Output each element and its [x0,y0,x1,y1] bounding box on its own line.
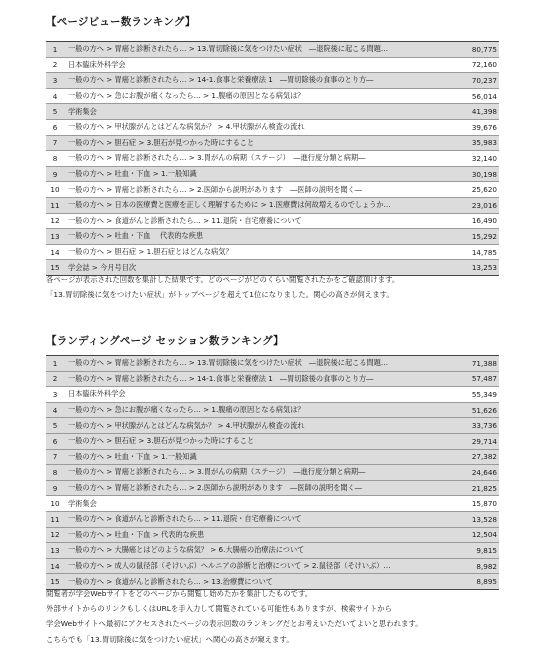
table-row [46,543,499,559]
pageview-ranking-table [46,41,499,276]
rank-number: 12 [50,216,60,226]
landing-ranking-note [46,586,506,647]
table-row [46,42,499,58]
session-count: 29,714 [471,436,497,446]
rank-number: 15 [50,577,60,587]
page-path: 一般の方へ > 吐血・下血 代表的な疾患 [68,231,204,241]
landing-ranking-table [46,355,499,590]
session-count: 15,870 [471,499,497,509]
table-row [46,450,499,466]
table-row [46,198,499,214]
session-count: 55,349 [471,389,497,399]
table-row [46,418,499,434]
table-row [46,229,499,245]
table-row [46,89,499,105]
rank-number: 11 [50,514,60,524]
table-row [46,182,499,198]
rank-number: 5 [52,421,58,431]
rank-number: 3 [52,389,58,399]
table-row [46,465,499,481]
note-line: 学会Webサイトへ最初にアクセスされたページの表示回数のランキングだとお考えいただいてよいと思われます。 [46,619,423,629]
table-row [46,512,499,528]
session-count: 9,815 [476,545,497,555]
page-path: 一般の方へ > 吐血・下血 > 1.一般知識 [68,169,197,179]
table-row [46,528,499,544]
pageview-count: 13,253 [471,263,497,273]
table-row [46,245,499,261]
pageview-count: 14,785 [471,247,497,257]
page-path: 一般の方へ > 胃癌と診断されたら… > 13.胃切除後に気をつけたい症状 ―退院後に起こる問題… [68,44,389,54]
pageview-ranking-note [46,272,506,302]
session-count: 71,388 [471,358,497,368]
rank-number: 10 [50,499,60,509]
note-line: 「13.胃切除後に気をつけたい症状」がトップページを超えて1位になりました。関心の高さが伺えます。 [46,290,394,300]
table-row [46,372,499,388]
session-count: 57,487 [471,374,497,384]
session-count: 12,504 [471,530,497,540]
note-line: こちらでも「13.胃切除後に気をつけたい症状」へ関心の高さが窺えます。 [46,634,294,644]
pageview-count: 56,014 [471,91,497,101]
pageview-count: 72,160 [471,60,497,70]
rank-number: 7 [52,452,58,462]
rank-number: 3 [52,75,58,85]
page-path: 一般の方へ > 胆石症 > 3.胆石が見つかった時にすること [68,436,255,446]
page-path: 一般の方へ > 食道がんと診断されたら… > 13.治療費について [68,576,273,586]
pageview-count: 80,775 [471,44,497,54]
session-count: 21,825 [471,483,497,493]
session-count: 24,646 [471,467,497,477]
table-row [46,356,499,372]
table-row [46,120,499,136]
table-row [46,136,499,152]
table-row [46,104,499,120]
rank-number: 2 [52,60,58,70]
pageview-ranking-title: 【ページビュー数ランキング】 [46,16,196,28]
pageview-count: 30,198 [471,169,497,179]
rank-number: 1 [52,358,58,368]
rank-number: 11 [50,200,60,210]
rank-number: 6 [52,122,58,132]
page-path: 一般の方へ > 胃癌と診断されたら… > 13.胃切除後に気をつけたい症状 ―退院後に起こる問題… [68,358,389,368]
page-path: 一般の方へ > 急にお腹が痛くなったら… > 1.腹痛の原因となる病気は？ [68,91,305,101]
note-line: 各ページが表示された回数を集計した結果です。どのページがどのくらい閲覧されたかをご確認頂けます。 [46,275,400,284]
rank-number: 4 [52,405,58,415]
rank-number: 15 [50,263,60,273]
rank-number: 7 [52,138,58,148]
landing-ranking-title: 【ランディングページ セッション数ランキング】 [46,335,284,347]
page-path: 一般の方へ > 胃癌と診断されたら… > 2.医師から説明があります ―医師の説明を聞く― [68,184,362,194]
rank-number: 14 [50,561,60,571]
page-path: 一般の方へ > 大腸癌とはどのような病気？ > 6.大腸癌の治療法について [68,545,305,555]
page-path: 学術集会 [68,498,97,508]
note-line: 外部サイトからのリンクもしくはURLを手入力して閲覧されている可能性もありますが、検索サイトから [46,604,393,614]
table-row [46,73,499,89]
table-row [46,434,499,450]
table-row [46,58,499,74]
page-path: 一般の方へ > 日本の医療費と医療を正しく理解するために > 1.医療費は何故増えるのでしょうか… [68,200,391,210]
page-path: 一般の方へ > 吐血・下血 > 代表的な疾患 [68,529,205,539]
page-path: 一般の方へ > 食道がんと診断されたら… > 11.退院・自宅療養について [68,514,302,524]
page-path: 一般の方へ > 胃癌と診断されたら… > 14-1.食事と栄養療法 1 ―胃切除後の食事のとり方― [68,75,374,85]
rank-number: 2 [52,374,58,384]
rank-number: 9 [52,483,58,493]
page-path: 一般の方へ > 胃癌と診断されたら… > 2.医師から説明があります ―医師の説明を聞く― [68,483,362,493]
pageview-count: 35,983 [471,138,497,148]
page-path: 一般の方へ > 吐血・下血 > 1.一般知識 [68,451,197,461]
rank-number: 13 [50,545,60,555]
table-row [46,167,499,183]
table-row [46,151,499,167]
session-count: 33,736 [471,421,497,431]
table-row [46,387,499,403]
table-row [46,403,499,419]
session-count: 8,982 [476,561,497,571]
rank-number: 6 [52,436,58,446]
pageview-count: 32,140 [471,153,497,163]
page-path: 日本臨床外科学会 [68,389,126,399]
page-path: 一般の方へ > 胆石症 > 1.胆石症とはどんな病気？ [68,247,233,257]
session-count: 51,626 [471,405,497,415]
pageview-count: 15,292 [471,231,497,241]
table-row [46,481,499,497]
page-path: 一般の方へ > 急にお腹が痛くなったら… > 1.腹痛の原因となる病気は？ [68,405,305,415]
session-count: 8,895 [476,577,497,587]
pageview-count: 70,237 [471,75,497,85]
page-path: 一般の方へ > 成人の鼠径部（そけいぶ）ヘルニアの診断と治療について > 2.鼠径部（そけいぶ）… [68,561,391,571]
pageview-count: 39,676 [471,122,497,132]
rank-number: 10 [50,185,60,195]
rank-number: 13 [50,231,60,241]
pageview-count: 41,398 [471,107,497,117]
rank-number: 12 [50,530,60,540]
session-count: 27,382 [471,452,497,462]
page-path: 一般の方へ > 胃癌と診断されたら… > 3.胃がんの病期（ステージ） ―進行度分類と病期― [68,467,366,477]
rank-number: 8 [52,467,58,477]
rank-number: 9 [52,169,58,179]
page-path: 学会誌 > 今月号目次 [68,262,137,272]
table-row [46,214,499,230]
rank-number: 1 [52,44,58,54]
page-path: 一般の方へ > 胃癌と診断されたら… > 3.胃がんの病期（ステージ） ―進行度分類と病期― [68,153,366,163]
page-path: 日本臨床外科学会 [68,59,126,69]
note-line: 閲覧者が学会Webサイトをどのページから閲覧し始めたかを集計したものです。 [46,589,313,598]
rank-number: 4 [52,91,58,101]
page-path: 一般の方へ > 甲状腺がんとはどんな病気か？ > 4.甲状腺がん検査の流れ [68,122,305,132]
rank-number: 14 [50,247,60,257]
page-path: 一般の方へ > 胃癌と診断されたら… > 14-1.食事と栄養療法 1 ―胃切除後の食事のとり方― [68,373,374,383]
page-path: 学術集会 [68,106,97,116]
rank-number: 5 [52,107,58,117]
pageview-count: 25,620 [471,185,497,195]
session-count: 13,528 [471,514,497,524]
table-row [46,496,499,512]
page-path: 一般の方へ > 甲状腺がんとはどんな病気か？ > 4.甲状腺がん検査の流れ [68,420,305,430]
page-path: 一般の方へ > 胆石症 > 3.胆石が見つかった時にすること [68,137,255,147]
rank-number: 8 [52,153,58,163]
page-path: 一般の方へ > 食道がんと診断されたら… > 11.退院・自宅療養について [68,215,302,225]
pageview-count: 23,016 [471,200,497,210]
pageview-count: 16,490 [471,216,497,226]
table-row [46,559,499,575]
